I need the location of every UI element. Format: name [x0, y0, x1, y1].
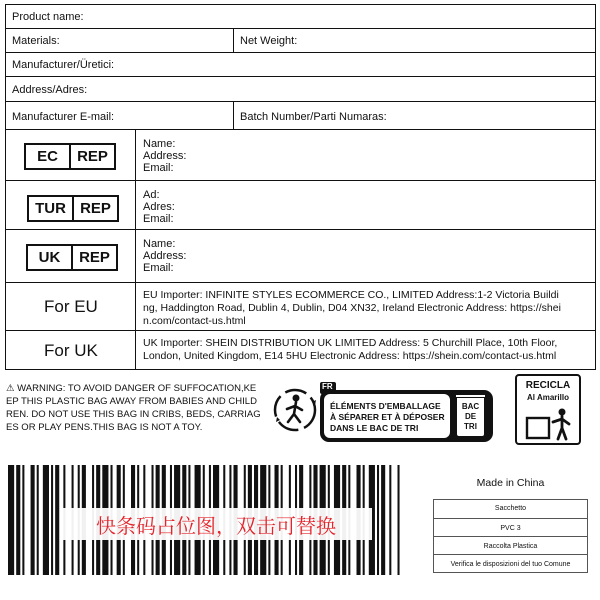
uk-importer-cell	[135, 330, 596, 370]
uk-address-field: Address:	[143, 250, 187, 262]
triman-line-3: DANS LE BAC DE TRI	[330, 423, 419, 433]
product-name-cell	[5, 4, 596, 29]
recicla-subtitle: Al Amarillo	[527, 393, 569, 402]
triman-line-1: ÉLÉMENTS D'EMBALLAGE	[330, 401, 441, 411]
uk-importer-line-2: London, United Kingdom, E14 5HU Electronic Address: https://shein.com/contact-us.html	[143, 350, 557, 362]
uk-badge-left: UK	[38, 249, 61, 266]
ec-address-field: Address:	[143, 150, 187, 162]
barcode-bar	[51, 465, 53, 575]
barcode-bar	[8, 465, 14, 575]
barcode-placeholder-text[interactable]: 快条码占位图，双击可替换	[60, 508, 372, 540]
barcode-bar	[43, 465, 49, 575]
barcode-bar	[16, 465, 20, 575]
for-eu-cell	[5, 282, 136, 331]
net-weight-label: Net Weight:	[240, 35, 298, 47]
triman-info-box	[320, 382, 493, 442]
ec-rep-fields-cell	[135, 129, 596, 181]
tur-rep-badge	[27, 195, 119, 222]
eu-importer-line-1: EU Importer: INFINITE STYLES ECOMMERCE CO., LIMITED Address:1-2 Victoria Buildi	[143, 289, 559, 301]
uk-rep-badge	[26, 244, 118, 271]
tur-badge-left: TUR	[35, 200, 66, 217]
info-row-pvc: PVC 3	[434, 518, 587, 537]
ec-rep-badge	[24, 143, 116, 170]
info-row-verifica: Verifica le disposizioni del tuo Comune	[434, 554, 587, 573]
eu-importer-line-3: n.com/contact-us.html	[143, 315, 246, 327]
barcode-bar	[55, 465, 59, 575]
triman-fr-label: FR	[322, 382, 333, 391]
barcode-bar	[398, 465, 400, 575]
triman-line-2: À SÉPARER ET À DÉPOSER	[330, 412, 445, 422]
manufacturer-email-cell	[5, 101, 234, 130]
recicla-logo	[515, 374, 581, 445]
barcode-bar	[381, 465, 385, 575]
info-row-raccolta: Raccolta Plastica	[434, 536, 587, 555]
batch-number-label: Batch Number/Parti Numaras:	[240, 111, 387, 123]
for-uk-cell	[5, 330, 136, 370]
eu-importer-line-2: ng, Haddington Road, Dublin 4, Dublin, D04 XN32, Ireland Electronic Address: https://shei	[143, 302, 561, 314]
warning-line-3: REN. DO NOT USE THIS BAG IN CRIBS, BEDS, CARRIAG	[6, 409, 261, 420]
batch-number-cell	[233, 101, 596, 130]
uk-rep-fields-cell	[135, 229, 596, 283]
made-in-china: Made in China	[476, 477, 545, 489]
tur-rep-cell	[5, 180, 136, 230]
materials-cell	[5, 28, 234, 53]
barcode-bar	[37, 465, 39, 575]
for-uk-label: For UK	[44, 341, 98, 360]
warning-line-4: ES OR PLAY PENS.THIS BAG IS NOT A TOY.	[6, 422, 203, 433]
bin-label-1: BAC	[461, 402, 480, 411]
barcode-bar	[31, 465, 35, 575]
recicla-title: RECICLA	[525, 380, 571, 391]
bac-de-tri-bin-icon	[457, 396, 484, 436]
address-cell	[5, 76, 596, 102]
ec-name-field: Name:	[143, 138, 176, 150]
materials-label: Materials:	[12, 35, 60, 47]
manufacturer-email-label: Manufacturer E-mail:	[12, 111, 115, 123]
ec-email-field: Email:	[143, 162, 174, 174]
barcode-bar	[389, 465, 391, 575]
recycle-bin-person-icon	[525, 406, 575, 442]
tur-badge-right: REP	[72, 197, 117, 220]
triman-recycle-icon	[272, 384, 318, 436]
warning-line-1: ⚠ WARNING: TO AVOID DANGER OF SUFFOCATION,KE	[6, 383, 257, 394]
uk-badge-right: REP	[71, 246, 116, 269]
uk-rep-cell	[5, 229, 136, 283]
bin-label-3: TRI	[464, 422, 477, 431]
net-weight-cell	[233, 28, 596, 53]
eu-importer-cell	[135, 282, 596, 331]
uk-name-field: Name:	[143, 238, 176, 250]
tur-address-field: Adres:	[143, 201, 175, 213]
tur-name-field: Ad:	[143, 189, 160, 201]
ec-badge-left: EC	[37, 148, 58, 165]
warning-line-2: EP THIS PLASTIC BAG AWAY FROM BABIES AND CHILD	[6, 396, 257, 407]
uk-email-field: Email:	[143, 262, 174, 274]
tur-rep-fields-cell	[135, 180, 596, 230]
product-name-label: Product name:	[12, 11, 84, 23]
uk-importer-line-1: UK Importer: SHEIN DISTRIBUTION UK LIMITED Address: 5 Churchill Place, 10th Floor,	[143, 337, 558, 349]
manufacturer-label: Manufacturer/Üretici:	[12, 59, 115, 71]
ec-rep-cell	[5, 129, 136, 181]
for-eu-label: For EU	[44, 297, 98, 316]
barcode-bar	[377, 465, 379, 575]
barcode-bar	[22, 465, 24, 575]
info-row-sacchetto: Sacchetto	[494, 504, 527, 512]
ec-badge-right: REP	[69, 145, 114, 168]
address-label: Address/Adres:	[12, 84, 88, 96]
recycling-info-table	[433, 499, 588, 573]
manufacturer-cell	[5, 52, 596, 77]
bin-lid	[455, 394, 486, 398]
bin-label-2: DE	[464, 412, 477, 421]
tur-email-field: Email:	[143, 213, 174, 225]
